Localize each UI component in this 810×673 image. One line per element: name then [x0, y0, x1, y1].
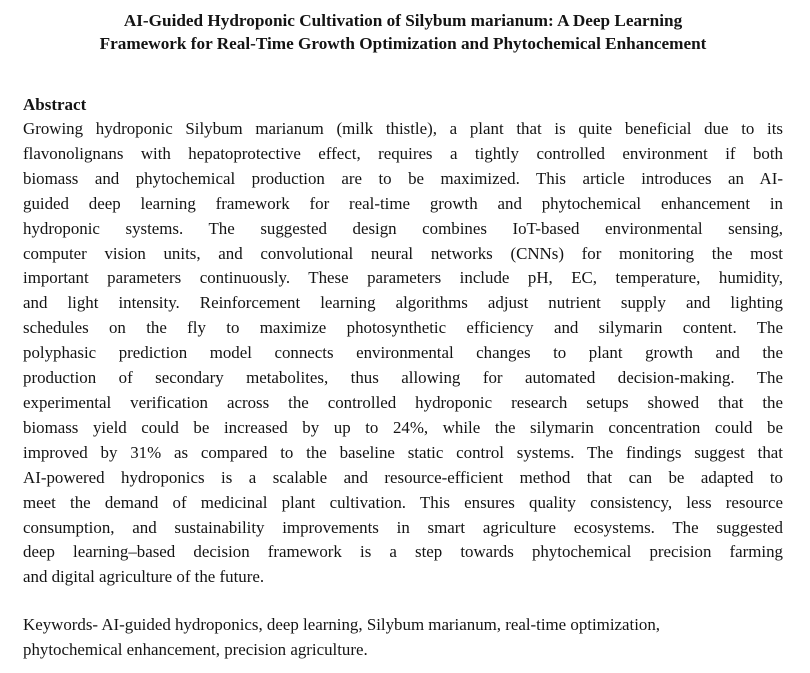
abstract-line: and digital agriculture of the future.	[23, 567, 265, 587]
keywords-block	[23, 613, 783, 663]
abstract-line: biomass yield could be increased by up to 24%, while the silymarin concentration could be	[23, 417, 783, 437]
abstract-line: deep learning–based decision framework is a step towards phytochemical precision farming	[23, 542, 783, 562]
abstract-line: biomass and phytochemical production are to be maximized. This article introduces an AI-	[23, 168, 783, 188]
paper-title	[23, 10, 783, 55]
abstract-line: Growing hydroponic Silybum marianum (milk thistle), a plant that is quite beneficial due to its	[23, 119, 783, 138]
keywords-line: Keywords- AI-guided hydroponics, deep learning, Silybum marianum, real-time optimization,	[23, 615, 661, 635]
abstract-line: experimental verification across the controlled hydroponic research setups showed that the	[23, 392, 783, 412]
abstract-line: polyphasic prediction model connects environmental changes to plant growth and the	[23, 343, 783, 363]
abstract-paragraph	[23, 117, 783, 590]
abstract-line: meet the demand of medicinal plant cultivation. This ensures quality consistency, less resource	[23, 492, 783, 512]
abstract-line: production of secondary metabolites, thus allowing for automated decision-making. The	[23, 368, 783, 388]
abstract-line: guided deep learning framework for real-time growth and phytochemical enhancement in	[23, 193, 783, 213]
abstract-line: AI-powered hydroponics is a scalable and resource-efficient method that can be adapted to	[23, 467, 783, 487]
abstract-line: hydroponic systems. The suggested design combines IoT-based environmental sensing,	[23, 218, 783, 238]
abstract-line: consumption, and sustainability improvements in smart agriculture ecosystems. The suggested	[23, 517, 783, 537]
abstract-line: improved by 31% as compared to the baseline static control systems. The findings suggest that	[23, 442, 783, 462]
abstract-line: schedules on the fly to maximize photosynthetic efficiency and silymarin content. The	[23, 318, 783, 338]
abstract-line: and light intensity. Reinforcement learning algorithms adjust nutrient supply and lighting	[23, 293, 783, 313]
paper-title-line: Framework for Real-Time Growth Optimization and Phytochemical Enhancement	[99, 33, 707, 53]
abstract-line: important parameters continuously. These parameters include pH, EC, temperature, humidity,	[23, 268, 783, 288]
keywords-line: phytochemical enhancement, precision agriculture.	[23, 640, 368, 660]
paper-title-line: AI-Guided Hydroponic Cultivation of Silybum marianum: A Deep Learning	[123, 11, 683, 30]
abstract-line: computer vision units, and convolutional neural networks (CNNs) for monitoring the most	[23, 243, 783, 263]
abstract-heading: Abstract	[23, 95, 87, 114]
abstract-line: flavonolignans with hepatoprotective effect, requires a tightly controlled environment if both	[23, 143, 783, 163]
